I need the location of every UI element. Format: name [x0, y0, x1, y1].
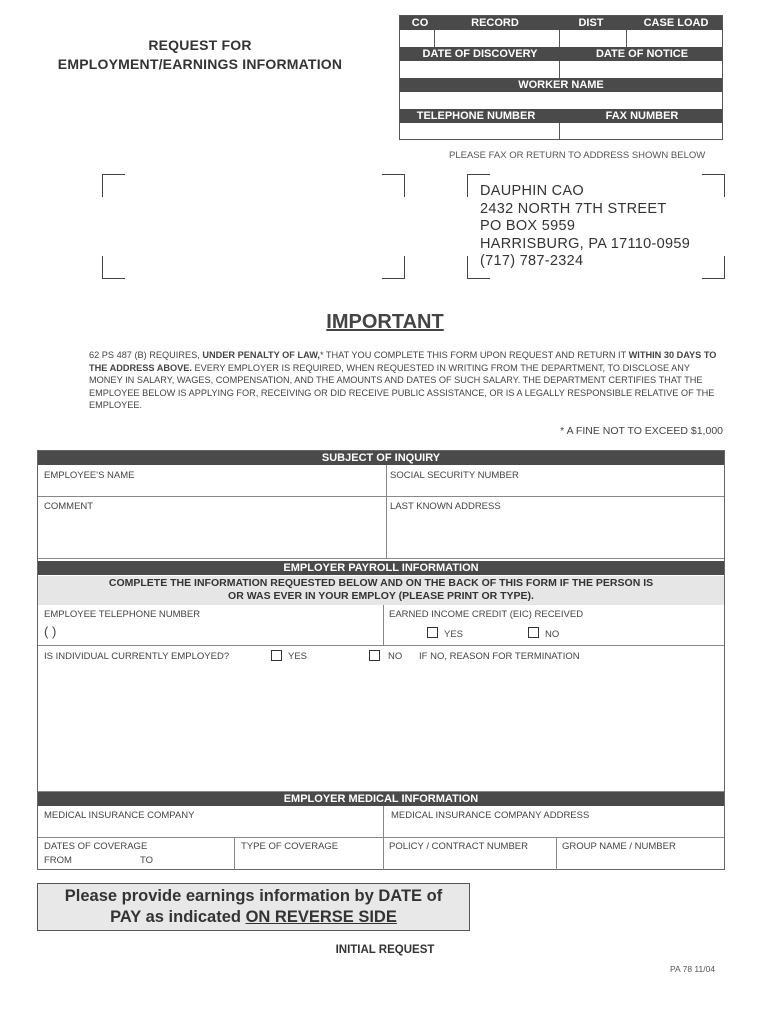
telephone-number-label: TELEPHONE NUMBER	[416, 110, 536, 122]
divider	[38, 645, 724, 646]
comment-field[interactable]: COMMENT	[44, 501, 94, 512]
important-heading: IMPORTANT	[326, 311, 444, 333]
instruction-line: OR WAS EVER IN YOUR EMPLOY (PLEASE PRINT OR TYPE).	[228, 590, 534, 602]
payroll-instructions	[38, 576, 724, 605]
earnings-notice-text: PAY as indicated	[110, 908, 246, 926]
divider	[434, 30, 435, 47]
earnings-notice-box	[37, 883, 470, 931]
divider	[559, 123, 560, 140]
subject-of-inquiry-header: SUBJECT OF INQUIRY	[38, 451, 724, 465]
currently-employed-label: IS INDIVIDUAL CURRENTLY EMPLOYED?	[44, 651, 230, 662]
eic-no-checkbox[interactable]	[528, 627, 539, 638]
fine-note: * A FINE NOT TO EXCEED $1,000	[560, 425, 723, 437]
divider	[383, 806, 384, 870]
employee-phone-label: EMPLOYEE TELEPHONE NUMBER	[44, 609, 201, 620]
type-of-coverage-field[interactable]: TYPE OF COVERAGE	[241, 841, 339, 852]
employee-name-field[interactable]: EMPLOYEE'S NAME	[44, 470, 135, 481]
address-line: 2432 NORTH 7TH STREET	[480, 200, 667, 217]
eic-yes-label: YES	[444, 629, 464, 640]
worker-name-label: WORKER NAME	[400, 78, 722, 92]
legal-notice-paragraph	[89, 349, 725, 412]
divider	[38, 496, 724, 497]
earnings-notice-line2	[38, 907, 469, 928]
address-phone: (717) 787-2324	[480, 253, 584, 269]
group-number-field[interactable]: GROUP NAME / NUMBER	[562, 841, 676, 852]
earnings-notice-line1: Please provide earnings information by DATE of	[64, 887, 443, 905]
medical-header: EMPLOYER MEDICAL INFORMATION	[38, 792, 724, 806]
employed-yes-checkbox[interactable]	[271, 650, 282, 661]
payroll-header: EMPLOYER PAYROLL INFORMATION	[38, 561, 724, 575]
employed-yes-label: YES	[288, 651, 308, 662]
window-corner-tr	[702, 174, 725, 197]
dates-of-coverage-label: DATES OF COVERAGE	[44, 841, 148, 852]
instruction-line: COMPLETE THE INFORMATION REQUESTED BELOW AND ON THE BACK OF THIS FORM IF THE PERSON IS	[108, 577, 654, 589]
date-of-discovery-label: DATE OF DISCOVERY	[422, 48, 538, 60]
divider	[556, 837, 557, 870]
date-of-notice-label: DATE OF NOTICE	[595, 48, 689, 60]
record-label: RECORD	[471, 17, 519, 29]
case-info-table	[399, 15, 723, 140]
address-line: DAUPHIN CAO	[480, 183, 585, 199]
divider	[626, 30, 627, 47]
window-corner-bl	[102, 256, 125, 279]
initial-request-label: INITIAL REQUEST	[335, 944, 435, 956]
address-line: PO BOX 5959	[480, 218, 576, 234]
policy-number-field[interactable]: POLICY / CONTRACT NUMBER	[389, 841, 529, 852]
form-title-line1: REQUEST FOR	[148, 37, 252, 53]
insurance-company-field[interactable]: MEDICAL INSURANCE COMPANY	[44, 810, 195, 821]
legal-text-bold: UNDER PENALTY OF LAW,	[202, 350, 320, 360]
window-corner-tr	[382, 174, 405, 197]
fax-return-note: PLEASE FAX OR RETURN TO ADDRESS SHOWN BELOW	[449, 150, 706, 161]
earnings-notice-underlined: ON REVERSE SIDE	[245, 908, 397, 926]
divider	[559, 30, 560, 47]
form-title	[30, 36, 370, 74]
dist-label: DIST	[578, 17, 604, 29]
legal-text: 62 PS 487 (B) REQUIRES,	[89, 350, 203, 360]
last-address-field[interactable]: LAST KNOWN ADDRESS	[390, 501, 501, 512]
return-address	[480, 183, 690, 271]
coverage-to-field[interactable]: TO	[140, 855, 154, 866]
employee-phone-input[interactable]: ( )	[44, 624, 57, 639]
coverage-from-field[interactable]: FROM	[44, 855, 72, 866]
eic-yes-checkbox[interactable]	[427, 627, 438, 638]
ssn-field[interactable]: SOCIAL SECURITY NUMBER	[390, 470, 519, 481]
case-load-label: CASE LOAD	[643, 17, 709, 29]
address-line: HARRISBURG, PA 17110-0959	[480, 235, 691, 252]
legal-text-bold: WITHIN 30 DAYS TO THE ADDRESS ABOVE.	[89, 350, 717, 373]
form-title-line2: EMPLOYMENT/EARNINGS INFORMATION	[57, 56, 343, 72]
inquiry-form	[37, 450, 725, 870]
fax-number-label: FAX NUMBER	[605, 110, 679, 122]
co-label: CO	[411, 17, 429, 29]
legal-text: * THAT YOU COMPLETE THIS FORM UPON REQUEST AND RETURN IT	[319, 350, 629, 360]
termination-reason-field[interactable]: IF NO, REASON FOR TERMINATION	[419, 651, 580, 662]
employed-no-label: NO	[388, 651, 403, 662]
divider	[38, 558, 724, 559]
insurance-address-field[interactable]: MEDICAL INSURANCE COMPANY ADDRESS	[391, 810, 590, 821]
divider	[38, 837, 724, 838]
legal-text: EVERY EMPLOYER IS REQUIRED, WHEN REQUESTED IN WRITING FROM THE DEPARTMENT, TO DISCLOSE ANY MONEY IN SALARY, WAGES, COMPENSATION, AND THE AMOUNTS AND DATES OF SUCH SALARY. THE DEPARTMENT CERTIFIES THAT THE EMPLOYEE BELOW IS APPLYING FOR, RECEIVING OR DID RECEIVE PUBLIC ASSISTANCE, OR IS A LEGALLY RESPONSIBLE RELATIVE OF THE EMPLOYEE.	[89, 362, 715, 411]
divider	[383, 605, 384, 645]
divider	[559, 61, 560, 78]
divider	[234, 837, 235, 870]
eic-label: EARNED INCOME CREDIT (EIC) RECEIVED	[389, 609, 584, 620]
form-number: PA 78 11/04	[670, 964, 716, 974]
divider	[386, 465, 387, 558]
eic-no-label: NO	[545, 629, 560, 640]
window-corner-br	[702, 256, 725, 279]
window-corner-br	[382, 256, 405, 279]
window-corner-tl	[102, 174, 125, 197]
employed-no-checkbox[interactable]	[369, 650, 380, 661]
